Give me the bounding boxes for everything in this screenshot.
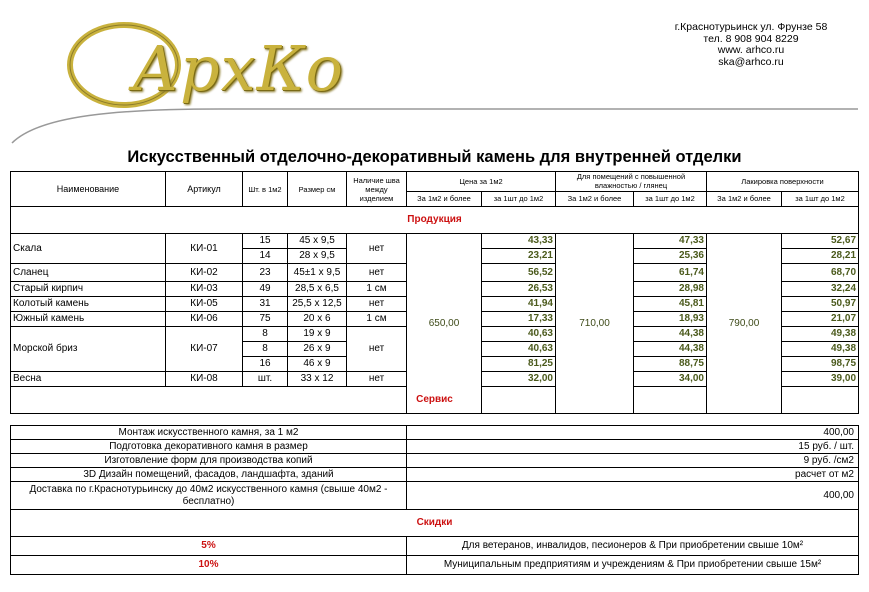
contact-site[interactable]: www. arhco.ru: [717, 44, 785, 56]
product-article: КИ-02: [166, 264, 243, 282]
humid-piece: 18,93: [634, 312, 707, 327]
page-title: Искусственный отделочно-декоративный камень для внутренней отделки: [127, 148, 742, 166]
humid-piece: 88,75: [634, 357, 707, 372]
product-seam: нет: [347, 372, 407, 387]
price-piece: 41,94: [482, 297, 556, 312]
header-humid: Для помещений с повышенной влажностью / глянец: [556, 172, 707, 192]
base-price: 650,00: [407, 234, 482, 414]
product-seam: нет: [347, 297, 407, 312]
product-seam: нет: [347, 264, 407, 282]
humid-piece: 61,74: [634, 264, 707, 282]
product-size: 45 х 9,5: [288, 234, 347, 249]
product-pcs: 49: [243, 282, 288, 297]
humid-piece: 34,00: [634, 372, 707, 387]
product-article: КИ-03: [166, 282, 243, 297]
product-name: Южный камень: [11, 312, 166, 327]
service-value: расчет от м2: [407, 468, 859, 482]
contact-info: [651, 22, 851, 68]
lacquer-piece: 68,70: [782, 264, 859, 282]
lacquer-piece: 52,67: [782, 234, 859, 249]
price-piece: 26,53: [482, 282, 556, 297]
humid-piece: 44,38: [634, 327, 707, 342]
header-price-bulk: За 1м2 и более: [407, 191, 482, 206]
product-name: Скала: [11, 234, 166, 264]
service-label: Подготовка декоративного камня в размер: [11, 440, 407, 454]
services-table: [10, 425, 859, 575]
service-value: 400,00: [407, 482, 859, 510]
product-size: 33 х 12: [288, 372, 347, 387]
section-products-title: Продукция: [11, 207, 859, 234]
header-lacquer-piece: за 1шт до 1м2: [782, 191, 859, 206]
header-article: Артикул: [166, 172, 243, 207]
product-pcs: 8: [243, 327, 288, 342]
discount-row: [11, 537, 859, 556]
product-seam: нет: [347, 327, 407, 372]
humid-piece: 28,98: [634, 282, 707, 297]
header-price-piece: за 1шт до 1м2: [482, 191, 556, 206]
product-article: КИ-08: [166, 372, 243, 387]
discount-text: Муниципальным предприятиям и учреждениям & При приобретении свыше 15м²: [407, 556, 859, 575]
product-article: КИ-05: [166, 297, 243, 312]
product-pcs: 14: [243, 249, 288, 264]
product-name: Колотый камень: [11, 297, 166, 312]
service-label: 3D Дизайн помещений, фасадов, ландшафта, зданий: [11, 468, 407, 482]
product-size: 20 х 6: [288, 312, 347, 327]
price-piece: 81,25: [482, 357, 556, 372]
product-pcs: 31: [243, 297, 288, 312]
product-pcs: 75: [243, 312, 288, 327]
lacquer-piece: 21,07: [782, 312, 859, 327]
product-article: КИ-01: [166, 234, 243, 264]
header-divider-swoosh: [0, 95, 869, 145]
price-piece: 40,63: [482, 342, 556, 357]
product-pcs: 23: [243, 264, 288, 282]
price-piece: 56,52: [482, 264, 556, 282]
product-name: Сланец: [11, 264, 166, 282]
price-piece: 43,33: [482, 234, 556, 249]
service-value: 15 руб. / шт.: [407, 440, 859, 454]
product-size: 28,5 х 6,5: [288, 282, 347, 297]
humid-piece: 25,36: [634, 249, 707, 264]
product-size: 28 х 9,5: [288, 249, 347, 264]
product-name: Весна: [11, 372, 166, 387]
lacquer-piece: 39,00: [782, 372, 859, 387]
service-label: Монтаж искусственного камня, за 1 м2: [11, 426, 407, 440]
product-name: Морской бриз: [11, 327, 166, 372]
header-pcs: Шт. в 1м2: [243, 172, 288, 207]
service-label: Доставка по г.Краснотурьинску до 40м2 искусственного камня (свыше 40м2 - бесплатно): [11, 482, 407, 510]
product-size: 45±1 х 9,5: [288, 264, 347, 282]
price-piece: 40,63: [482, 327, 556, 342]
product-size: 26 х 9: [288, 342, 347, 357]
product-seam: 1 см: [347, 312, 407, 327]
discount-text: Для ветеранов, инвалидов, песионеров & При приобретении свыше 10м²: [407, 537, 859, 556]
header-lacquer: Лакировка поверхности: [707, 172, 859, 192]
contact-email[interactable]: ska@arhco.ru: [718, 55, 784, 68]
header-name: Наименование: [11, 172, 166, 207]
humid-piece: 47,33: [634, 234, 707, 249]
price-piece: 32,00: [482, 372, 556, 387]
section-services-title: Сервис: [11, 387, 859, 414]
lacquer-piece: 28,21: [782, 249, 859, 264]
lacquer-piece: 49,38: [782, 327, 859, 342]
product-seam: нет: [347, 234, 407, 264]
product-article: КИ-07: [166, 327, 243, 372]
contact-phone: тел. 8 908 904 8229: [703, 32, 799, 45]
product-name: Старый кирпич: [11, 282, 166, 297]
humid-piece: 44,38: [634, 342, 707, 357]
header-lacquer-bulk: За 1м2 и более: [707, 191, 782, 206]
discount-percent: 5%: [11, 537, 407, 556]
logo-text: АрхКо: [132, 32, 344, 105]
service-value: 9 руб. /см2: [407, 454, 859, 468]
price-piece: 23,21: [482, 249, 556, 264]
lacquer-piece: 50,97: [782, 297, 859, 312]
product-size: 19 х 9: [288, 327, 347, 342]
service-row: [11, 454, 859, 468]
header-size: Размер см: [288, 172, 347, 207]
lacquer-piece: 32,24: [782, 282, 859, 297]
service-row: [11, 482, 859, 510]
product-size: 25,5 х 12,5: [288, 297, 347, 312]
service-value: 400,00: [407, 426, 859, 440]
header-price: Цена за 1м2: [407, 172, 556, 192]
product-pcs: 16: [243, 357, 288, 372]
service-row: [11, 426, 859, 440]
lacquer-piece: 49,38: [782, 342, 859, 357]
service-label: Изготовление форм для производства копий: [11, 454, 407, 468]
discount-percent: 10%: [11, 556, 407, 575]
contact-address: г.Краснотурьинск ул. Фрунзе 58: [674, 21, 828, 33]
product-seam: 1 см: [347, 282, 407, 297]
product-pcs: 15: [243, 234, 288, 249]
lacquer-piece: 98,75: [782, 357, 859, 372]
product-article: КИ-06: [166, 312, 243, 327]
header-humid-piece: за 1шт до 1м2: [634, 191, 707, 206]
humid-piece: 45,81: [634, 297, 707, 312]
product-pcs: 8: [243, 342, 288, 357]
price-table: [10, 171, 859, 414]
product-pcs: шт.: [243, 372, 288, 387]
base-humid-price: 710,00: [556, 234, 634, 414]
base-lacquer-price: 790,00: [707, 234, 782, 414]
price-piece: 17,33: [482, 312, 556, 327]
product-size: 46 х 9: [288, 357, 347, 372]
service-row: [11, 468, 859, 482]
table-row: [11, 234, 859, 249]
header-humid-bulk: За 1м2 и более: [556, 191, 634, 206]
service-row: [11, 440, 859, 454]
section-discounts-title: Скидки: [11, 510, 859, 537]
header-seam: Наличие шва между изделием: [347, 172, 407, 207]
discount-row: [11, 556, 859, 575]
